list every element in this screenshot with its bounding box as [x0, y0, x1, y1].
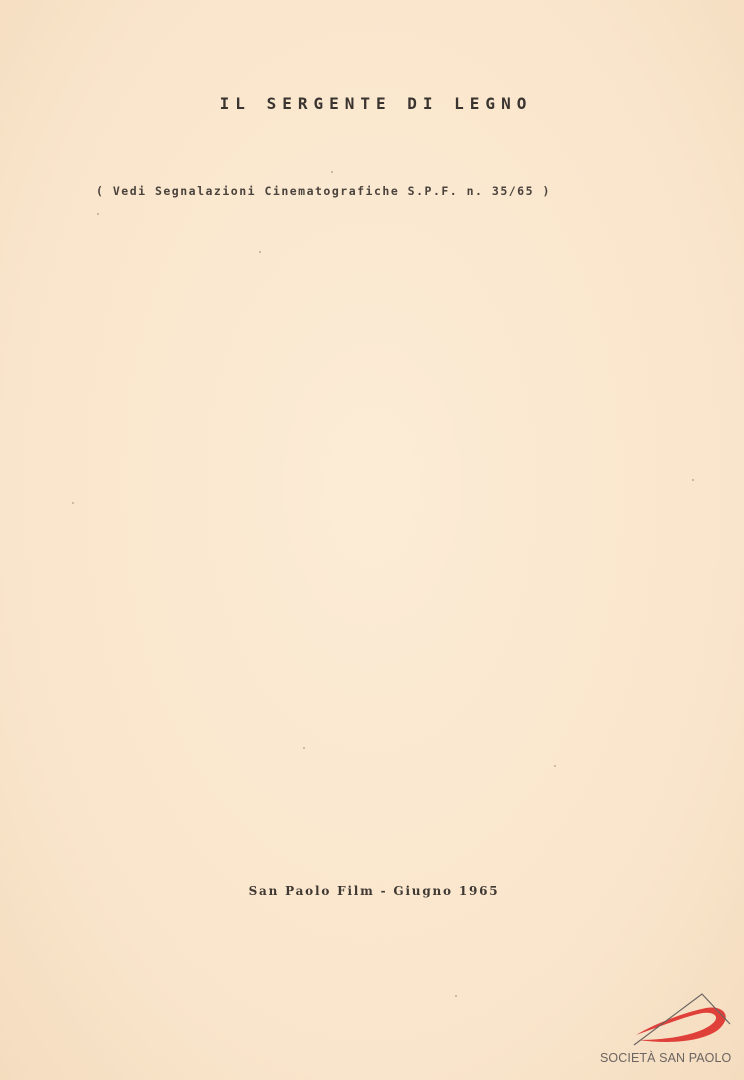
paper-speck	[303, 747, 305, 749]
paper-speck	[259, 251, 261, 253]
paper-speck	[72, 502, 74, 504]
paper-speck	[97, 213, 99, 215]
paper-speck	[455, 995, 457, 997]
publisher-footer: San Paolo Film - Giugno 1965	[248, 884, 500, 898]
logo-label: SOCIETÀ SAN PAOLO	[600, 1051, 732, 1065]
paper-speck	[692, 479, 694, 481]
reference-note: ( Vedi Segnalazioni Cinematografiche S.P.F. n. 35/65 )	[96, 184, 551, 198]
logo-swoosh-shape	[636, 1008, 726, 1042]
paper-speck	[554, 765, 556, 767]
page-title: IL SERGENTE DI LEGNO	[219, 94, 533, 113]
san-paolo-logo-icon	[626, 990, 736, 1048]
paper-speck	[331, 171, 333, 173]
societa-san-paolo-logo	[598, 990, 738, 1070]
